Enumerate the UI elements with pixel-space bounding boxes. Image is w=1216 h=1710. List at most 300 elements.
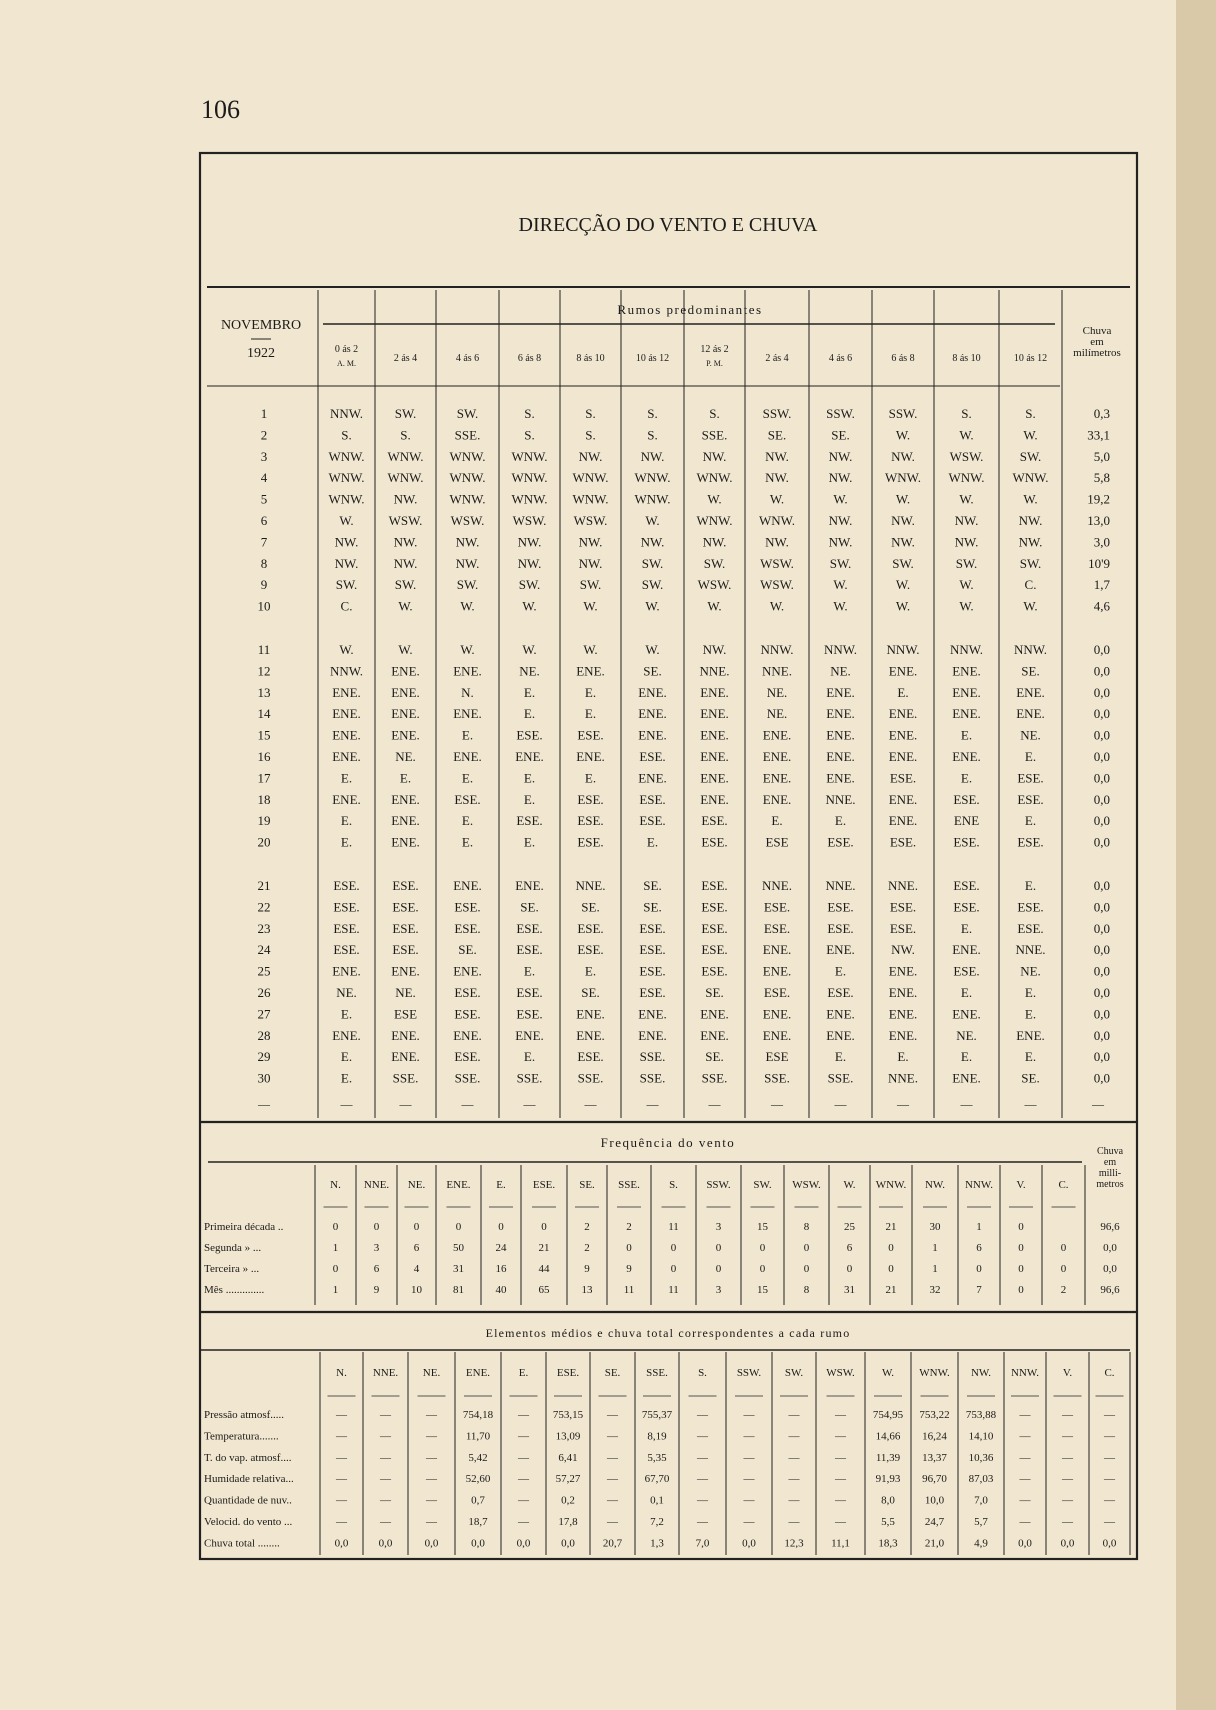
freq-value-cell: 13 [581,1284,593,1296]
elem-value-cell: — [518,1409,529,1421]
wind-direction-cell: ENE. [391,727,420,743]
day-number: 4 [260,470,268,486]
wind-direction-cell: WSW. [949,448,984,464]
elem-value-cell: — [1104,1473,1115,1486]
time-col-header: 8 ás 10 [952,353,981,364]
elem-value-cell: 0,2 [561,1494,575,1507]
wind-direction-cell: ENE. [826,706,855,722]
freq-value-cell: 25 [844,1221,855,1233]
elem-value-cell: 18,7 [468,1516,488,1528]
wind-direction-cell: E. [340,770,353,786]
wind-direction-cell: W. [833,491,848,507]
wind-direction-cell: ENE. [700,1027,729,1043]
elem-value-cell: — [607,1494,618,1507]
rain-mm-cell: 3,0 [1093,534,1110,550]
wind-direction-cell: S. [709,406,720,421]
day-number: 17 [257,770,271,786]
freq-col-header: ENE. [446,1179,471,1191]
elem-value-cell: 13,09 [555,1430,581,1443]
wind-direction-cell: NW. [891,513,915,528]
freq-col-header: E. [496,1179,506,1191]
elem-value-cell: — [336,1494,347,1507]
elem-value-cell: — [607,1451,618,1464]
wind-direction-cell: ESE. [639,985,666,1000]
wind-direction-cell: ESE. [577,1049,604,1065]
elem-row [204,1495,1116,1507]
freq-value-cell: 6 [373,1263,380,1275]
wind-direction-cell: NW. [765,534,789,550]
wind-direction-cell: W. [895,491,911,507]
wind-direction-cell: W. [398,642,413,657]
elem-value-cell: 0,1 [650,1494,664,1507]
elem-value-cell: — [835,1430,846,1443]
wind-direction-cell: ESE [765,834,789,850]
column-end-dash: — [399,1097,412,1111]
freq-value-cell: 11 [668,1284,679,1296]
elem-value-cell: 11,70 [465,1430,491,1443]
wind-direction-cell: WNW. [759,513,795,528]
freq-value-cell: 0 [976,1263,982,1275]
wind-direction-cell: W. [522,598,537,614]
wind-direction-cell: ESE. [1017,770,1044,786]
rain-mm-cell: 13,0 [1087,513,1110,528]
wind-direction-cell: S. [647,427,658,443]
wind-direction-cell: ENE. [638,727,667,743]
wind-direction-cell: NW. [517,555,542,571]
wind-direction-cell: ESE. [577,727,604,743]
wind-direction-cell: W. [583,642,598,657]
wind-direction-cell: NW. [393,491,418,507]
wind-direction-cell: NNE. [762,663,792,679]
elem-value-cell: — [743,1430,755,1443]
wind-direction-cell: NE. [956,1027,977,1043]
wind-direction-cell: ENE. [888,985,918,1000]
freq-value-cell: 0 [759,1242,766,1254]
wind-direction-cell: ENE. [576,749,605,764]
wind-direction-cell: WNW. [449,448,486,464]
wind-direction-cell: ENE. [638,706,667,722]
wind-direction-cell: E. [523,1049,536,1065]
wind-direction-cell: W. [959,577,974,593]
freq-col-header: NNW. [964,1179,994,1191]
freq-chuva-header-line: em [1103,1157,1117,1168]
rain-mm-cell: 0,0 [1093,706,1110,722]
elem-value-cell: 0,0 [1018,1537,1032,1550]
column-end-dash: — [461,1097,474,1111]
wind-direction-cell: ENE. [952,749,981,764]
wind-direction-cell: ESE. [701,963,728,979]
wind-direction-cell: SSW. [762,406,792,421]
wind-direction-cell: E. [340,1049,353,1065]
elem-value-cell: — [518,1494,529,1507]
elem-value-cell: 0,0 [1102,1537,1117,1550]
wind-direction-cell: SW. [829,555,852,571]
elem-value-cell: — [1062,1473,1073,1486]
elem-value-cell: — [697,1516,708,1528]
wind-direction-cell: ESE. [763,920,791,936]
wind-direction-cell: ENE. [576,1006,605,1022]
elem-value-cell: — [518,1430,529,1443]
wind-direction-cell: ENE. [888,791,918,807]
wind-direction-cell: NW. [640,448,665,464]
freq-col-header: SSE. [618,1179,640,1191]
freq-col-header: NW. [924,1179,946,1191]
wind-direction-cell: WNW. [634,491,671,507]
freq-value-cell: 3 [373,1242,380,1254]
elem-value-cell: 6,41 [558,1451,578,1464]
freq-value-cell: 15 [757,1284,768,1296]
freq-value-cell: 0 [1018,1263,1024,1275]
freq-chuva-header-line: milli- [1098,1168,1122,1179]
elem-value-cell: 1,3 [650,1537,664,1550]
wind-direction-cell: E. [771,813,783,829]
day-number: 15 [257,727,271,743]
elem-col-header: S. [698,1367,707,1379]
freq-chuva-header-line: Chuva [1096,1146,1124,1157]
elem-value-cell: 5,5 [881,1516,895,1528]
wind-direction-cell: NE. [336,985,357,1000]
wind-direction-cell: SW. [518,577,541,593]
wind-direction-cell: E. [646,834,659,850]
elem-value-cell: 754,18 [462,1409,494,1421]
freq-value-cell: 2 [626,1221,632,1233]
wind-direction-cell: WSW. [512,513,547,528]
elem-row-label: Humidade relativa... [204,1473,294,1486]
time-col-header: 0 ás 2 [334,344,359,355]
elem-value-cell: — [1019,1430,1031,1443]
freq-header: Frequência do vento [600,1135,736,1150]
wind-direction-cell: ENE. [888,663,918,679]
wind-direction-cell: NE. [395,985,416,1000]
wind-direction-cell: ESE. [953,899,980,915]
wind-direction-cell: WNW. [387,448,424,464]
wind-direction-cell: ENE. [888,813,918,829]
freq-value-cell: 24 [495,1242,507,1254]
wind-direction-cell: SW. [641,577,664,593]
wind-direction-cell: SW. [641,555,664,571]
wind-direction-cell: ESE. [577,791,604,807]
rain-mm-cell: 0,0 [1093,963,1110,979]
wind-direction-cell: NW. [828,448,853,464]
elem-value-cell: — [697,1494,708,1507]
wind-direction-cell: NW. [828,513,853,528]
wind-direction-cell: E. [960,1049,973,1065]
day-number: 19 [257,813,271,829]
elem-value-cell: — [380,1430,391,1443]
elem-value-cell: — [607,1409,618,1421]
wind-direction-cell: ENE. [952,706,981,722]
wind-direction-cell: E. [584,770,597,786]
wind-direction-cell: ESE [393,1006,418,1022]
time-col-header: 12 ás 2 [700,344,729,355]
wind-direction-cell: ESE. [953,963,980,979]
elem-value-cell: 0,0 [742,1537,756,1550]
elem-value-cell: — [1062,1409,1073,1421]
time-col-header: 8 ás 10 [576,353,605,364]
wind-direction-cell: NW. [640,534,665,550]
freq-col-header: S. [669,1179,678,1191]
wind-direction-cell: NW. [828,470,853,486]
month-label: NOVEMBRO [220,318,302,333]
freq-value-cell: 0 [626,1242,632,1254]
wind-direction-cell: NE. [1020,727,1041,743]
elem-value-cell: 753,88 [965,1409,997,1421]
wind-direction-cell: W. [959,427,974,443]
elem-value-cell: — [336,1516,347,1528]
wind-direction-cell: ENE. [638,1027,667,1043]
wind-direction-cell: W. [707,598,722,614]
wind-direction-cell: SSE. [454,1070,481,1086]
elem-value-cell: — [835,1451,846,1464]
wind-direction-cell: NW. [334,534,359,550]
day-number: 24 [257,942,271,958]
wind-direction-cell: NW. [455,555,480,571]
elem-value-cell: 11,1 [831,1537,850,1550]
wind-direction-cell: ENE. [453,706,482,722]
wind-direction-cell: WNW. [449,470,486,486]
wind-direction-cell: W. [707,491,722,507]
rain-mm-cell: 5,0 [1093,448,1110,464]
wind-direction-cell: ENE. [638,684,667,700]
wind-direction-cell: ENE. [952,663,981,679]
wind-direction-cell: SW. [579,577,602,593]
wind-direction-cell: ENE. [826,749,855,764]
column-end-dash: — [258,1097,270,1111]
day-number: 10 [257,598,271,614]
day-number: 23 [257,920,271,936]
elem-row [204,1409,1116,1421]
wind-direction-cell: WNW. [328,448,365,464]
wind-direction-cell: SSE. [701,1070,728,1086]
elem-col-header: SW. [784,1367,804,1379]
wind-direction-cell: ENE. [700,791,729,807]
elem-value-cell: 755,37 [641,1409,673,1421]
elem-value-cell: 8,19 [647,1430,667,1443]
freq-value-cell: 1 [332,1284,339,1296]
wind-direction-cell: W. [1023,491,1038,507]
wind-direction-cell: W. [1023,427,1038,443]
wind-direction-cell: ESE. [577,942,604,958]
day-number: 26 [257,985,271,1000]
freq-value-cell: 0 [332,1221,339,1233]
wind-direction-cell: NNE. [762,878,792,893]
wind-direction-cell: ENE. [888,727,918,743]
elem-value-cell: — [607,1430,618,1443]
wind-direction-cell: ESE. [639,749,666,764]
freq-col-header: ESE. [532,1179,556,1191]
rain-mm-cell: 0,0 [1093,813,1110,829]
elem-value-cell: — [1104,1494,1115,1507]
wind-direction-cell: NW. [702,642,727,657]
wind-direction-cell: SE. [581,899,600,915]
wind-direction-cell: NE. [830,663,851,679]
elem-value-cell: — [1019,1494,1031,1507]
freq-value-cell: 0 [715,1263,722,1275]
freq-row-label: Primeira década .. [204,1221,284,1233]
wind-direction-cell: SE. [831,427,850,443]
freq-chuva-header-line: metros [1096,1179,1124,1190]
elem-value-cell: — [1104,1430,1115,1443]
wind-direction-cell: ENE. [700,770,729,786]
wind-direction-cell: E. [960,727,973,743]
wind-direction-cell: ENE. [762,963,792,979]
freq-value-cell: 7 [976,1284,982,1296]
wind-direction-cell: NW. [578,555,603,571]
elem-value-cell: — [743,1494,755,1507]
wind-direction-cell: SE. [458,942,477,958]
wind-direction-cell: NNE. [825,791,856,807]
elem-value-cell: 87,03 [968,1473,994,1486]
elem-value-cell: 10,36 [968,1451,994,1464]
wind-direction-cell: W. [895,577,911,593]
wind-direction-cell: ENE. [332,1027,361,1043]
wind-direction-cell: ENE. [453,878,482,893]
wind-direction-cell: ESE. [639,963,666,979]
rain-mm-cell: 0,0 [1093,791,1110,807]
freq-value-cell: 0 [332,1263,339,1275]
wind-direction-cell: E. [340,1006,353,1022]
table-title: DIRECÇÃO DO VENTO E CHUVA [518,214,818,236]
wind-direction-cell: NW. [578,448,603,464]
page-number: 106 [201,95,240,124]
elem-value-cell: 91,93 [875,1473,901,1486]
wind-direction-cell: ESE. [701,942,728,958]
rain-mm-cell: 0,0 [1093,942,1110,958]
freq-col-header: W. [843,1179,856,1191]
wind-direction-cell: ENE. [700,1006,729,1022]
elem-value-cell: — [788,1494,800,1507]
wind-direction-cell: SW. [335,577,358,593]
wind-direction-cell: ESE. [454,1006,481,1022]
freq-value-cell: 0 [455,1221,462,1233]
wind-direction-cell: ESE. [333,878,360,893]
column-end-dash: — [771,1097,783,1111]
wind-direction-cell: NE. [519,663,540,679]
wind-direction-cell: ESE. [454,1049,481,1065]
rain-mm-cell: 0,0 [1093,985,1110,1000]
wind-direction-cell: ENE. [332,963,361,979]
elem-row [204,1473,1116,1485]
elem-value-cell: 5,42 [468,1451,488,1464]
freq-rain-cell: 0,0 [1103,1263,1117,1275]
elem-value-cell: — [835,1516,846,1528]
elem-value-cell: — [1104,1451,1115,1464]
wind-direction-cell: ESE. [701,878,728,893]
wind-direction-cell: S. [647,406,658,421]
wind-direction-cell: ENE. [1016,1027,1045,1043]
freq-value-cell: 6 [976,1242,982,1254]
wind-direction-cell: ENE. [332,791,361,807]
freq-value-cell: 2 [584,1242,590,1254]
wind-direction-cell: ESE. [639,942,666,958]
freq-col-header: N. [330,1179,341,1191]
wind-direction-cell: ESE. [1017,791,1044,807]
rain-mm-cell: 0,0 [1093,1070,1110,1086]
rain-mm-cell: 4,6 [1093,598,1110,614]
wind-direction-cell: SSE. [827,1070,854,1086]
elem-value-cell: — [380,1494,391,1507]
wind-direction-cell: ENE. [391,791,420,807]
wind-direction-cell: E. [960,920,973,936]
wind-direction-cell: WSW. [760,577,794,593]
freq-value-cell: 0 [541,1221,547,1233]
time-col-header: 10 ás 12 [1013,353,1048,364]
wind-direction-cell: E. [461,813,474,829]
rain-mm-cell: 33,1 [1087,427,1110,443]
freq-value-cell: 0 [498,1221,504,1233]
elem-value-cell: — [697,1409,708,1421]
freq-value-cell: 0 [759,1263,766,1275]
elem-row-label: Chuva total ........ [204,1537,280,1550]
wind-direction-cell: ENE. [332,684,361,700]
wind-direction-cell: W. [460,598,475,614]
elem-value-cell: — [788,1430,800,1443]
freq-value-cell: 0 [1018,1221,1024,1233]
wind-direction-cell: E. [834,1049,847,1065]
wind-direction-cell: ENE. [888,706,918,722]
elem-value-cell: 753,22 [919,1409,950,1421]
freq-value-cell: 0 [413,1221,420,1233]
rain-mm-cell: 10'9 [1088,555,1110,571]
elem-value-cell: — [697,1473,708,1486]
wind-direction-cell: WNW. [885,470,921,486]
wind-direction-cell: ENE. [1016,684,1045,700]
elem-value-cell: 8,0 [881,1494,895,1507]
wind-direction-cell: E. [1024,813,1037,829]
wind-direction-cell: WNW. [511,448,548,464]
wind-direction-cell: WSW. [760,555,794,571]
elem-row-label: Quantidade de nuv.. [204,1494,292,1507]
wind-direction-cell: S. [961,406,972,421]
elem-value-cell: 14,66 [875,1430,901,1443]
wind-direction-cell: W. [645,598,660,614]
wind-direction-cell: E. [1024,878,1037,893]
elem-value-cell: — [518,1473,529,1486]
wind-direction-cell: NW. [1018,534,1043,550]
wind-direction-cell: W. [833,577,848,593]
wind-direction-cell: ENE. [826,727,855,743]
freq-value-cell: 0 [715,1242,722,1254]
wind-direction-cell: WSW. [697,577,732,593]
rain-mm-cell: 0,0 [1093,727,1110,743]
wind-direction-cell: WNW. [696,513,733,528]
wind-direction-cell: ESE. [701,920,728,936]
elem-value-cell: — [835,1409,846,1421]
wind-direction-cell: SSW. [888,406,918,421]
day-number: 2 [260,427,268,443]
wind-direction-cell: SSE. [639,1049,666,1065]
wind-direction-cell: ESE. [1017,834,1044,850]
elem-value-cell: 0,0 [378,1537,393,1550]
time-col-header: 6 ás 8 [517,353,542,364]
freq-col-header: SE. [579,1179,595,1191]
wind-direction-cell: ESE. [827,834,854,850]
elem-value-cell: 7,0 [695,1537,710,1550]
wind-direction-cell: ESE. [454,985,481,1000]
elem-value-cell: — [336,1451,347,1464]
wind-direction-cell: W. [959,491,974,507]
time-col-period: A. M. [337,359,356,368]
day-number: 28 [257,1027,271,1043]
wind-direction-cell: ESE. [1017,899,1044,915]
rain-mm-cell: 5,8 [1093,470,1110,486]
wind-direction-cell: ENE. [762,791,792,807]
wind-direction-cell: ENE. [826,942,855,958]
elem-value-cell: — [380,1516,391,1528]
freq-value-cell: 30 [929,1221,941,1233]
column-end-dash: — [584,1097,597,1111]
rain-mm-cell: 0,0 [1093,642,1110,657]
